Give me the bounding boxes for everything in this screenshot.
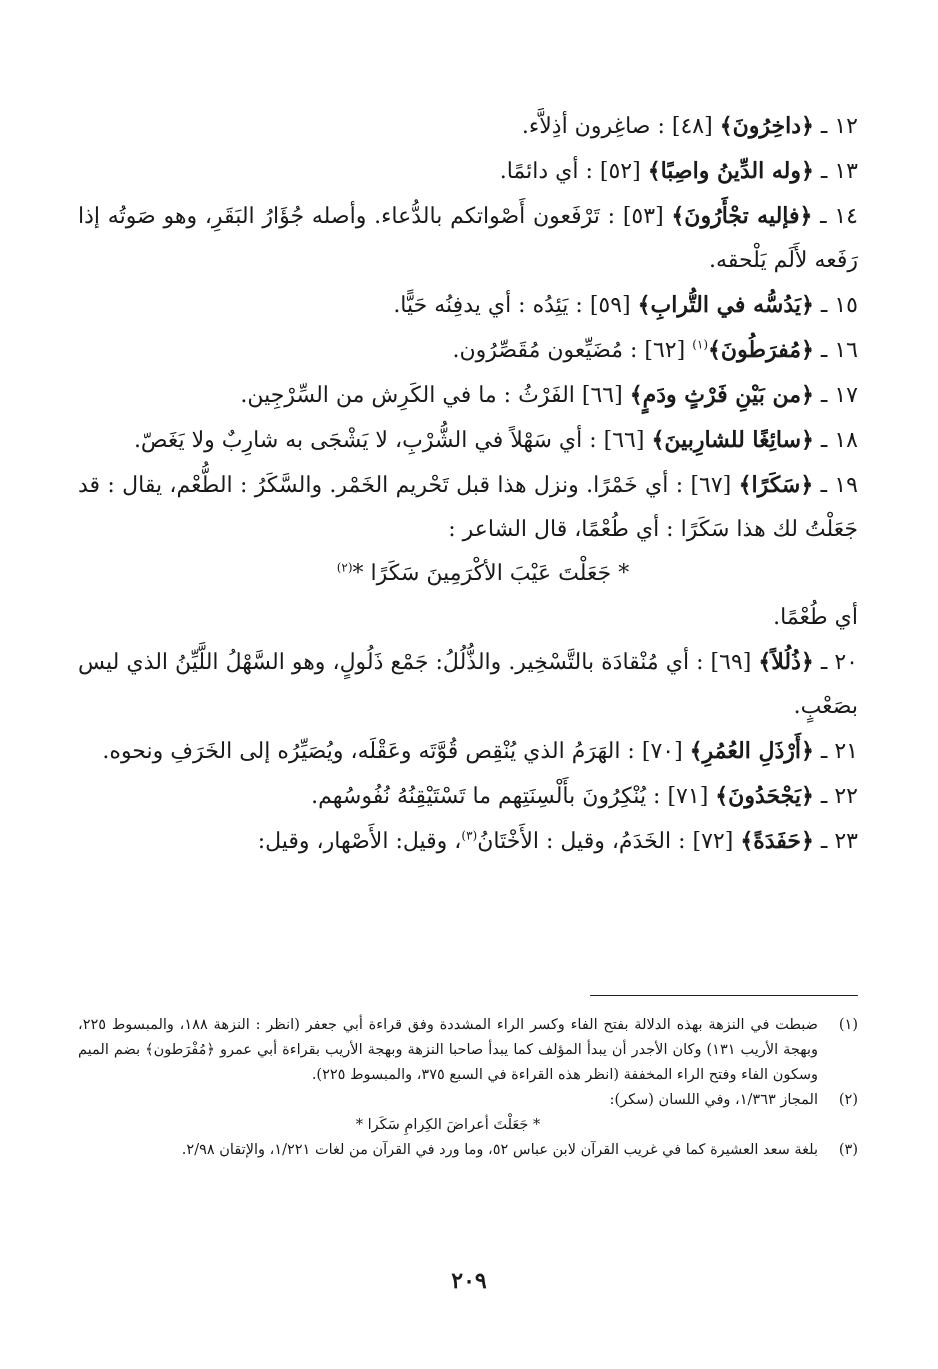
footnote-1 (78, 1013, 858, 1088)
page-number: ٢٠٩ (451, 1268, 487, 1294)
entry-number: ١٨ ـ (820, 428, 858, 453)
entry-12 (78, 104, 858, 149)
entry-term: ﴿من بَيْنِ فَرْثٍ ودَمٍ﴾ (629, 382, 814, 408)
entry-number: ١٦ ـ (820, 338, 858, 363)
footnote-2 (78, 1088, 858, 1138)
footnote-ref[interactable]: (٢) (336, 560, 353, 575)
entry-term: ﴿وله الدِّينُ واصِبًا﴾ (647, 158, 814, 184)
footnote-number: (٢) (838, 1092, 858, 1108)
entry-22 (78, 774, 858, 819)
entry-gloss: [٥٢] : أي دائمًا. (499, 159, 648, 184)
entry-gloss: [٦٦] الفَرْثُ : ما في الكَرِش من السِّرْجِين. (240, 383, 630, 408)
entry-term: ﴿يَدُسُّه في التُّرابِ﴾ (637, 292, 814, 318)
footnote-text: ضبطت في النزهة بهذه الدلالة بفتح الفاء وكسر الراء المشددة وفق قراءة أبي جعفر (انظر : النزهة ١٨٨، والمبسوط ٢٢٥، وبهجة الأريب ١٣١) وكان الأجدر أن يبدأ المؤلف كما يبدأ صاحبا النزهة وبهجة الأريب بقراءة أبي عمرو ﴿مُفْرَطون﴾ بضم الميم وسكون الفاء وفتح الراء المخففة (انظر هذه القراءة في السبع ٣٧٥، والمبسوط ٢٢٥). (78, 1017, 819, 1083)
entry-term: ﴿حَفَدَةً﴾ (740, 828, 814, 854)
entry-number: ٢٠ ـ (820, 650, 858, 675)
footnote-ref[interactable]: (١) (692, 337, 709, 352)
entry-term: ﴿فإليه تجْأَرُونَ﴾ (671, 203, 813, 229)
entry-gloss: [٦٦] : أي سَهْلاً في الشُّرْبِ، لا يَشْجَى به شارِبٌ ولا يَغَصّ. (133, 428, 652, 453)
entry-gloss-cont: ، وقيل: الأَصْهار، وقيل: (257, 829, 462, 854)
entry-gloss: [٥٩] : يَئِدُه : أي يدفِنُه حَيًّا. (393, 293, 638, 318)
entry-term: ﴿مُفرَطُونَ﴾ (708, 337, 814, 363)
glossary-entries (78, 104, 858, 864)
entry-term: ﴿سائِغًا للشارِبينَ﴾ (651, 427, 814, 453)
entry-gloss: [٦٩] : أي مُنْقادَة بالتَّسْخِير. والذُّلُلُ: جَمْع ذَلُولٍ، وهو السَّهْلُ اللَّيِّنُ الذي ليس بصَعْبٍ. (78, 650, 858, 719)
footnote-3 (78, 1138, 858, 1163)
entry-term: ﴿أَرْذَلِ العُمُرِ﴾ (689, 738, 814, 764)
entry-18 (78, 418, 858, 463)
entry-gloss: [٦٢] : مُضَيِّعون مُقَصِّرُون. (452, 338, 693, 363)
entry-14 (78, 194, 858, 283)
footnote-number: (٣) (838, 1142, 858, 1158)
entry-term: ﴿سَكَرًا﴾ (738, 472, 814, 498)
entry-gloss: [٦٧] : أي خَمْرًا. ونزل هذا قبل تَحْريم الخَمْر. والسَّكَرُ : الطُّعْم، يقال : قد جَعَلْتُ لك هذا سَكَرًا : أي طُعْمًا، قال الشاعر : (78, 473, 858, 542)
entry-20 (78, 640, 858, 729)
entry-21 (78, 729, 858, 774)
footnote-ref[interactable]: (٣) (461, 828, 478, 843)
entry-number: ١٢ ـ (820, 114, 858, 139)
entry-term: ﴿داخِرُونَ﴾ (719, 113, 814, 139)
entry-13 (78, 149, 858, 194)
footnote-text: بلغة سعد العشيرة كما في غريب القرآن لابن عباس ٥٢، وما ورد في القرآن من لغات ١/٢٢١، والإتقان ٢/٩٨. (181, 1142, 818, 1158)
entry-number: ٢١ ـ (820, 739, 858, 764)
entry-number: ١٤ ـ (820, 204, 858, 229)
verse-text: * جَعَلْتَ عَيْبَ الأكْرَمِينَ سَكَرًا * (352, 561, 630, 586)
entry-term: ﴿ذُلُلاً﴾ (758, 649, 814, 675)
entry-23 (78, 819, 858, 864)
entry-19 (78, 463, 858, 552)
entry-number: ١٧ ـ (820, 383, 858, 408)
entry-number: ١٩ ـ (820, 473, 858, 498)
entry-term: ﴿يَجْحَدُونَ﴾ (715, 783, 814, 809)
footnote-verse: * جَعَلْتَ أعراضَ الكِرامِ سَكَرا * (355, 1117, 541, 1133)
entry-15 (78, 283, 858, 328)
entry-gloss: [٧٠] : الهَرَمُ الذي يُنْقِص قُوَّتَه وعَقْلَه، ويُصَيِّرُه إلى الخَرَفِ ونحوه. (102, 739, 690, 764)
entry-number: ١٥ ـ (820, 293, 858, 318)
poetry-verse (78, 552, 858, 596)
footnote-text: المجاز ١/٣٦٣، وفي اللسان (سكر): (609, 1092, 818, 1108)
entry-gloss: [٧٢] : الخَدَمُ، وقيل : الأَخْتَانُ (477, 829, 741, 854)
entry-number: ٢٢ ـ (820, 784, 858, 809)
entry-gloss: [٧١] : يُنْكِرُونَ بأَلْسِنَتِهم ما تَسْتَيْقِنُهُ نُفُوسُهم. (311, 784, 716, 809)
entry-number: ٢٣ ـ (820, 829, 858, 854)
verse-explanation: أي طُعْمًا. (773, 605, 858, 630)
footnote-number: (١) (838, 1017, 858, 1033)
footnote-body (78, 1088, 818, 1138)
entry-gloss: [٤٨] : صاغِرون أذِلاَّء. (521, 114, 720, 139)
entry-17 (78, 373, 858, 418)
entry-number: ١٣ ـ (820, 159, 858, 184)
entry-gloss: [٥٣] : تَرْفَعون أَصْواتكم بالدُّعاء. وأصله جُؤَارُ البَقَرِ، وهو صَوتُه إذا رَفَعه لأَلَم يَلْحقه. (78, 204, 858, 273)
entry-16 (78, 328, 858, 373)
footnote-divider (590, 995, 858, 996)
footnotes (78, 1013, 858, 1163)
